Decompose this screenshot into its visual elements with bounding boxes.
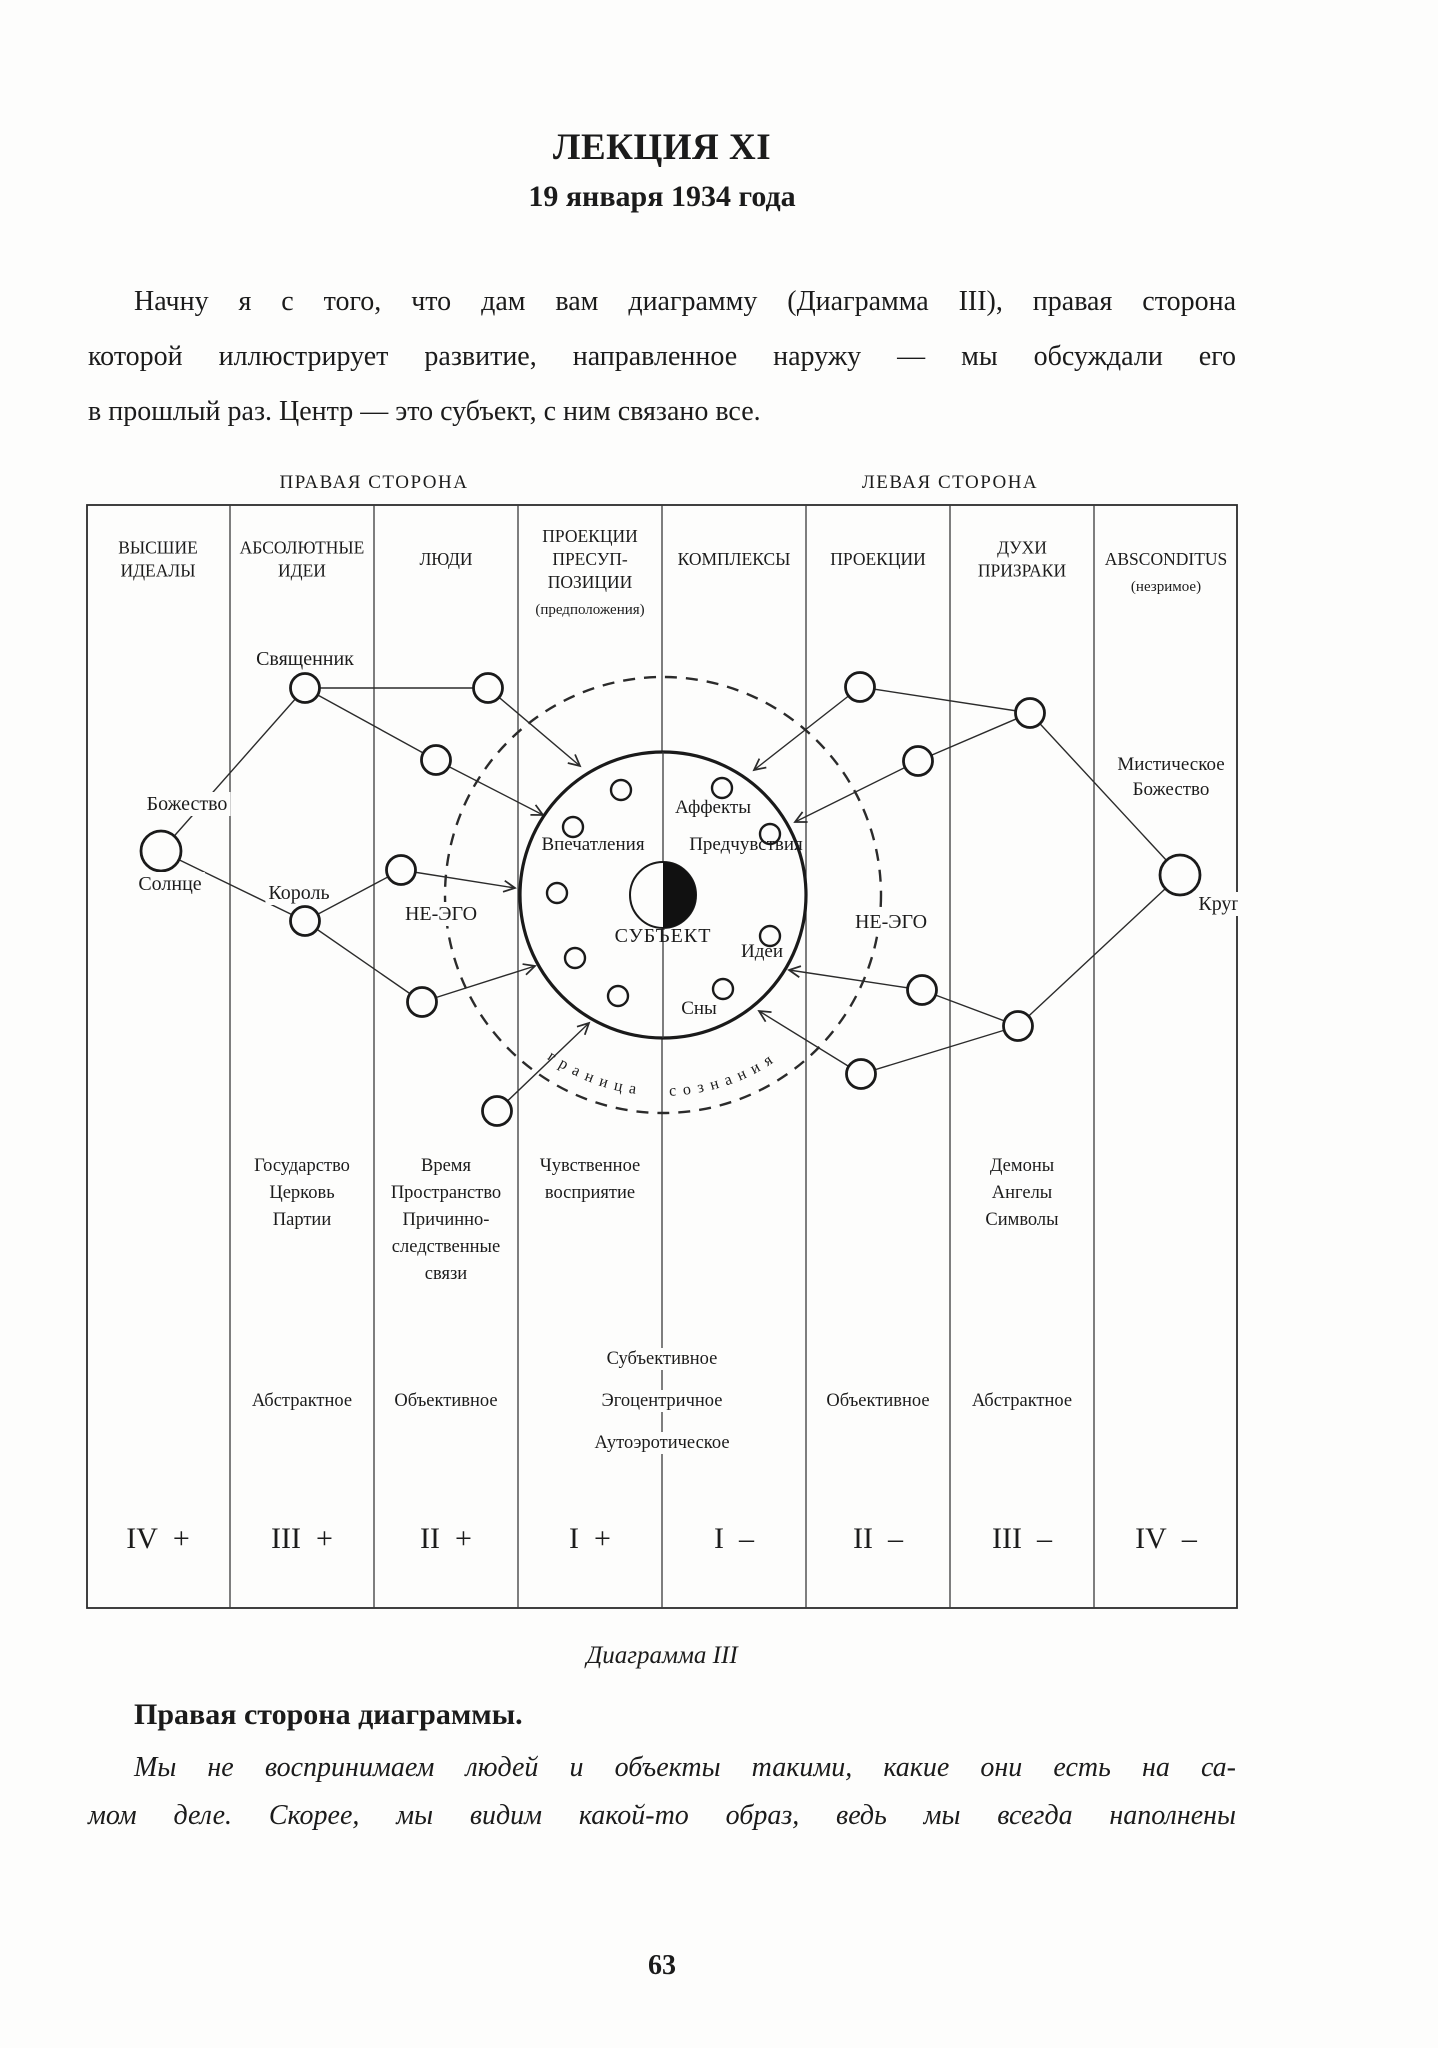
spirit-upper-node bbox=[1016, 699, 1045, 728]
people-lower-node bbox=[408, 988, 437, 1017]
column-header: ПРОЕКЦИИ bbox=[830, 549, 926, 569]
column-mid-label: Абстрактное bbox=[251, 1391, 353, 1411]
diagram-label: СУБЪЕКТ bbox=[614, 925, 712, 947]
column-bottom-label: Государство Церковь Партии bbox=[254, 1156, 350, 1230]
diagram-caption: Диаграмма III bbox=[586, 1642, 738, 1669]
text-line: Начну я с того, что дам вам диаграмму (Диаграмма III), правая сторона bbox=[134, 286, 1236, 317]
diagram-label: НЕ-ЭГО bbox=[854, 911, 928, 933]
column-mid-label: Объективное bbox=[826, 1391, 930, 1411]
text-line: Мы не воспринимаем людей и объекты такими, какие они есть на са- bbox=[134, 1752, 1236, 1783]
page-subtitle: 19 января 1934 года bbox=[528, 180, 796, 213]
column-mid-label: Объективное bbox=[394, 1391, 498, 1411]
column-roman-label: IV + bbox=[126, 1522, 190, 1555]
column-roman-label: I + bbox=[569, 1522, 611, 1555]
diagram-label: Идеи bbox=[741, 941, 783, 962]
circle-deity-node bbox=[1160, 855, 1200, 895]
inner-dot bbox=[608, 986, 628, 1006]
people-top-node bbox=[474, 674, 503, 703]
proj-top-node bbox=[846, 673, 875, 702]
diagram-label: Круг bbox=[1198, 893, 1238, 915]
inner-dot bbox=[565, 948, 585, 968]
diagram-label: Солнце bbox=[138, 873, 202, 895]
diagram-label: НЕ-ЭГО bbox=[404, 903, 478, 925]
column-bottom-label: Чувственное восприятие bbox=[539, 1156, 641, 1203]
column-roman-label: II + bbox=[420, 1522, 472, 1555]
proj-lower-node bbox=[908, 976, 937, 1005]
people-upper-node bbox=[422, 746, 451, 775]
diagram-edge bbox=[1018, 875, 1180, 1026]
body-paragraph bbox=[88, 1744, 1236, 1840]
diagram-label: Сны bbox=[681, 998, 717, 1019]
text-line: которой иллюстрирует развитие, направленное наружу — мы обсуждали его bbox=[88, 341, 1236, 372]
diagram-label: Король bbox=[268, 882, 330, 904]
diagram-arrow bbox=[754, 687, 860, 770]
people-bottom-node bbox=[483, 1097, 512, 1126]
king-node bbox=[291, 907, 320, 936]
diagram-edge bbox=[305, 688, 436, 760]
center-stack-label: Аутоэротическое bbox=[594, 1433, 730, 1453]
column-header: ЛЮДИ bbox=[419, 549, 473, 569]
diagram-label: Божество bbox=[146, 793, 228, 815]
column-bottom-label: Демоны Ангелы Символы bbox=[985, 1156, 1059, 1230]
section-heading: Правая сторона диаграммы. bbox=[134, 1698, 523, 1731]
boundary-label: граница сознания bbox=[544, 1047, 782, 1101]
column-bottom-label: Время Пространство Причинно-следственные связи bbox=[390, 1156, 502, 1284]
inner-dot bbox=[547, 883, 567, 903]
column-header: ПРОЕКЦИИ ПРЕСУП-ПОЗИЦИИ (предположения) bbox=[535, 526, 645, 618]
spirit-lower-node bbox=[1004, 1012, 1033, 1041]
diagram-edge bbox=[305, 921, 422, 1002]
people-mid-node bbox=[387, 856, 416, 885]
diagram-label: Божество bbox=[1132, 779, 1210, 800]
priest-node bbox=[291, 674, 320, 703]
diagram-arrow bbox=[401, 870, 515, 888]
column-header: ДУХИ ПРИЗРАКИ bbox=[977, 537, 1067, 581]
column-roman-label: II – bbox=[853, 1522, 903, 1555]
diagram-arrow bbox=[789, 970, 922, 990]
column-roman-label: IV – bbox=[1135, 1522, 1197, 1555]
sun-node bbox=[141, 831, 181, 871]
page-title: ЛЕКЦИЯ XI bbox=[552, 127, 772, 168]
column-header: ВЫСШИЕ ИДЕАЛЫ bbox=[118, 537, 198, 581]
column-roman-label: I – bbox=[714, 1522, 754, 1555]
column-header: ABSCONDITUS (незримое) bbox=[1104, 549, 1228, 595]
diagram-label: Мистическое bbox=[1117, 754, 1225, 775]
diagram-edge bbox=[918, 713, 1030, 761]
diagram-edge bbox=[161, 688, 305, 851]
inner-dot bbox=[713, 979, 733, 999]
text-line: мом деле. Скорее, мы видим какой-то образ, ведь мы всегда наполнены bbox=[88, 1800, 1236, 1831]
diagram-label: Священник bbox=[256, 648, 354, 670]
column-roman-label: III + bbox=[271, 1522, 333, 1555]
column-roman-label: III – bbox=[992, 1522, 1052, 1555]
center-stack-label: Субъективное bbox=[606, 1349, 718, 1369]
page-number: 63 bbox=[648, 1950, 676, 1981]
inner-dot bbox=[611, 780, 631, 800]
intro-paragraph bbox=[88, 274, 1236, 439]
diagram-wrapper bbox=[86, 458, 1238, 1615]
diagram-arrow bbox=[436, 760, 543, 815]
diagram-arrow bbox=[795, 761, 918, 822]
diagram-edge bbox=[860, 687, 1030, 713]
column-mid-label: Абстрактное bbox=[971, 1391, 1073, 1411]
proj-bottom-node bbox=[847, 1060, 876, 1089]
diagram-label: Предчувствия bbox=[689, 834, 803, 855]
diagram-label: Аффекты bbox=[675, 797, 751, 818]
side-header: ПРАВАЯ СТОРОНА bbox=[279, 472, 469, 493]
diagram-svg bbox=[86, 458, 1238, 1610]
inner-dot bbox=[712, 778, 732, 798]
column-header: АБСОЛЮТНЫЕ ИДЕИ bbox=[239, 537, 365, 581]
proj-upper-node bbox=[904, 747, 933, 776]
column-header: КОМПЛЕКСЫ bbox=[677, 549, 791, 569]
text-line: в прошлый раз. Центр — это субъект, с ним связано все. bbox=[88, 396, 761, 427]
side-header: ЛЕВАЯ СТОРОНА bbox=[861, 472, 1039, 493]
center-stack-label: Эгоцентричное bbox=[601, 1391, 723, 1411]
diagram-edge bbox=[861, 1026, 1018, 1074]
diagram-label: Впечатления bbox=[541, 834, 645, 855]
